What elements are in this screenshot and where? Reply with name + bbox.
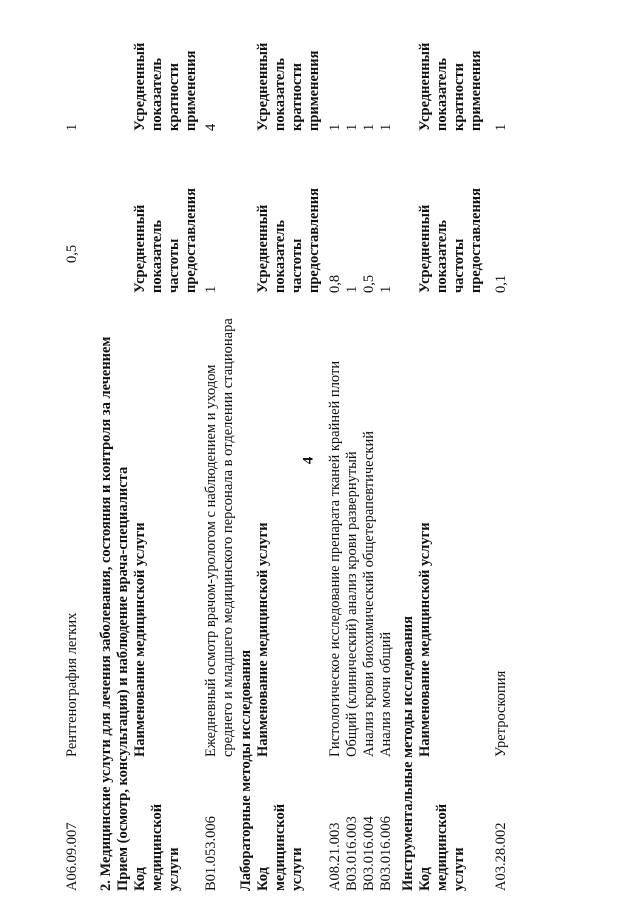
lab-row-3-name: Анализ крови биохимический общетерапевтический xyxy=(361,431,377,757)
lab-title: Лабораторные методы исследования xyxy=(238,649,254,891)
page-number: 4 xyxy=(300,456,317,465)
header-code-3: Код медицинской услуги xyxy=(417,803,467,891)
consult-freq: 1 xyxy=(203,285,219,293)
row-a06-code: A06.09.007 xyxy=(64,822,80,891)
lab-row-4-mult: 1 xyxy=(378,123,394,131)
section2-subtitle: Прием (осмотр, консультация) и наблюдение врача-специалиста xyxy=(115,466,131,891)
header-mult-2: Усредненный показатель кратности применения xyxy=(255,42,322,131)
lab-row-1-freq: 0,8 xyxy=(327,274,343,293)
header-name-3: Наименование медицинской услуги xyxy=(417,522,433,757)
lab-row-2-freq: 1 xyxy=(344,285,360,293)
header-code-2: Код медицинской услуги xyxy=(255,803,305,891)
lab-row-2-code: B03.016.003 xyxy=(344,816,360,891)
instr-row-1-code: A03.28.002 xyxy=(493,822,509,891)
lab-row-2-name: Общий (клинический) анализ крови развернутый xyxy=(344,451,360,757)
header-name-2: Наименование медицинской услуги xyxy=(255,522,271,757)
header-freq-1: Усредненный показатель частоты предоставления xyxy=(132,188,199,293)
consult-name-line1: Ежедневный осмотр врачом-урологом с наблюдением и уходом xyxy=(203,364,219,757)
lab-row-3-mult: 1 xyxy=(361,123,377,131)
lab-row-4-name: Анализ мочи общий xyxy=(378,631,394,757)
lab-row-2-mult: 1 xyxy=(344,123,360,131)
header-mult-3: Усредненный показатель кратности применения xyxy=(417,42,484,131)
instr-row-1-name: Уретроскопия xyxy=(493,670,509,757)
header-mult-1: Усредненный показатель кратности применения xyxy=(132,42,199,131)
consult-name-line2: среднего и младшего медицинского персонала в отделении стационара xyxy=(220,318,236,757)
lab-row-3-code: B03.016.004 xyxy=(361,816,377,891)
lab-row-4-code: B03.016.006 xyxy=(378,816,394,891)
lab-row-3-freq: 0,5 xyxy=(361,274,377,293)
lab-row-1-mult: 1 xyxy=(327,123,343,131)
instr-title: Инструментальные методы исследования xyxy=(400,615,416,891)
instr-row-1-freq: 0,1 xyxy=(493,274,509,293)
row-a06-mult: 1 xyxy=(64,123,80,131)
header-name-1: Наименование медицинской услуги xyxy=(132,522,148,757)
instr-row-1-mult: 1 xyxy=(493,123,509,131)
lab-row-1-name: Гистологическое исследование препарата тканей крайней плоти xyxy=(327,360,343,757)
consult-mult: 4 xyxy=(203,123,219,131)
header-code-1: Код медицинской услуги xyxy=(132,803,182,891)
lab-row-1-code: A08.21.003 xyxy=(327,822,343,891)
header-freq-3: Усредненный показатель частоты предоставления xyxy=(417,188,484,293)
row-a06-freq: 0,5 xyxy=(64,244,80,263)
section2-title: 2. Медицинские услуги для лечения заболевания, состояния и контроля за лечением xyxy=(98,336,114,891)
row-a06-name: Рентгенография легких xyxy=(64,612,80,757)
lab-row-4-freq: 1 xyxy=(378,285,394,293)
header-freq-2: Усредненный показатель частоты предоставления xyxy=(255,188,322,293)
consult-code: B01.053.006 xyxy=(203,816,219,891)
